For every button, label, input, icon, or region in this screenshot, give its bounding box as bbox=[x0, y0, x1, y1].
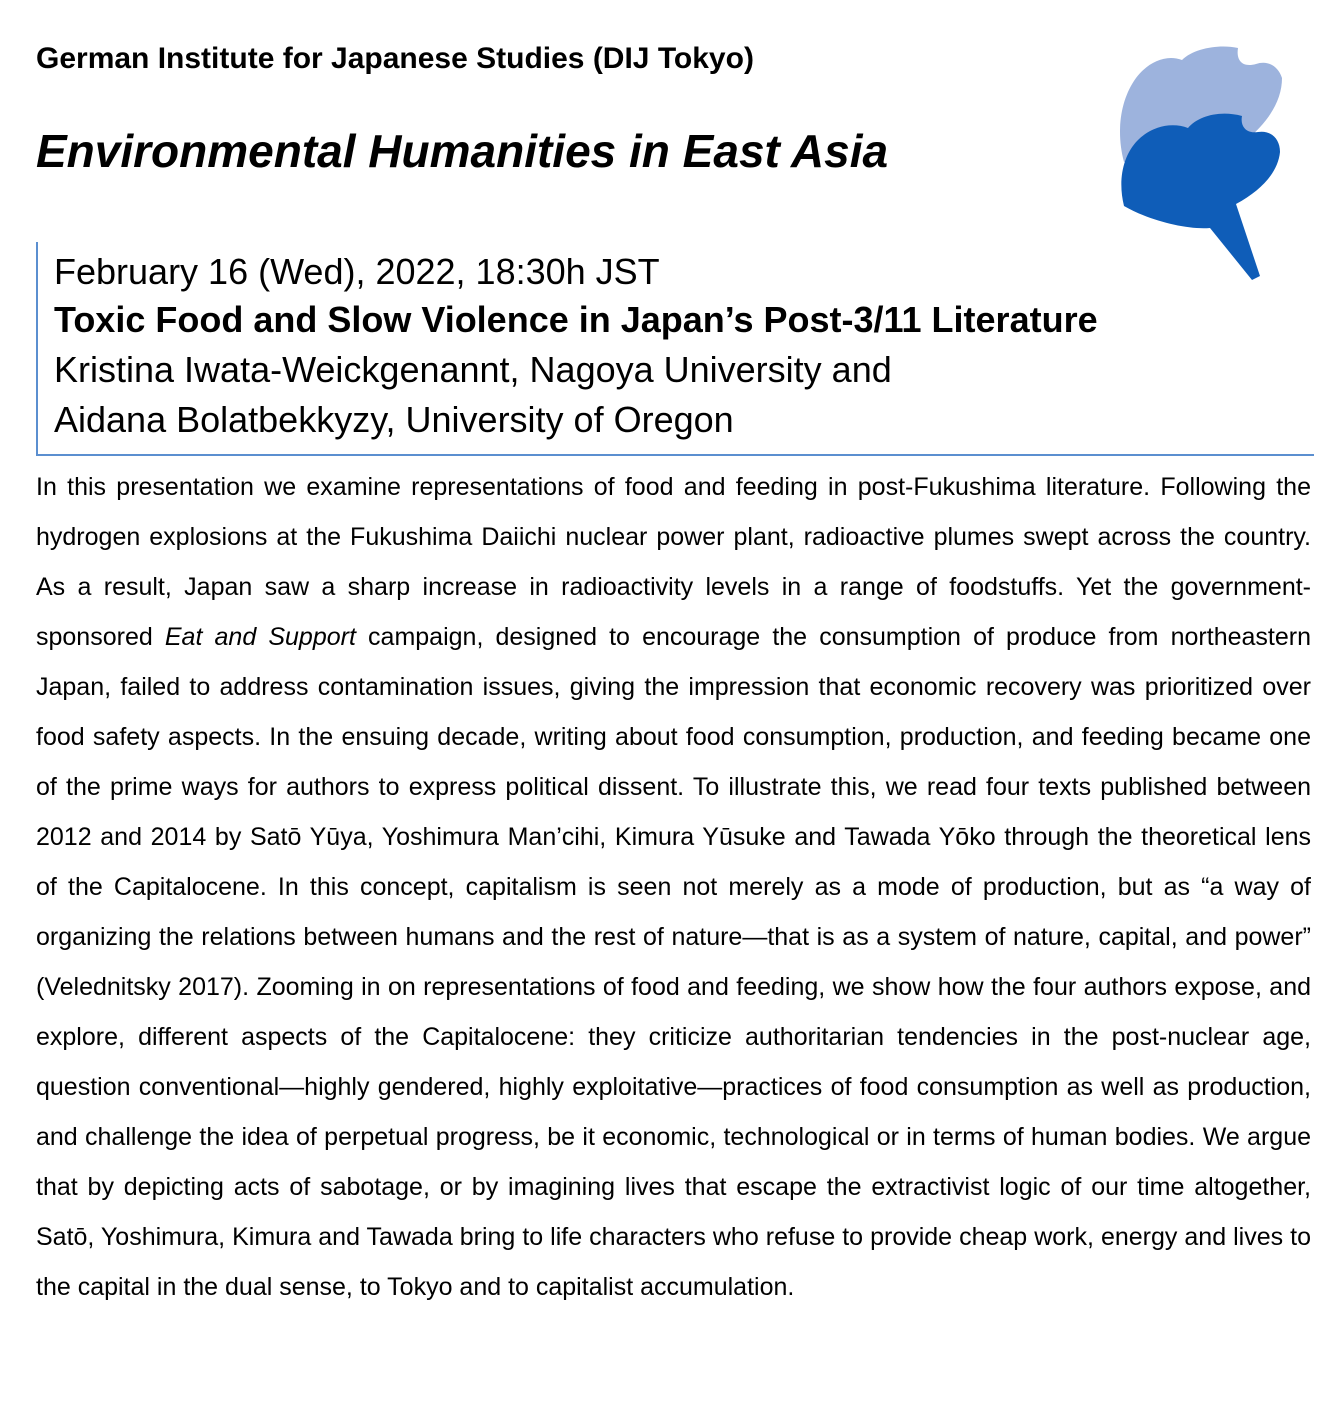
institute-name: German Institute for Japanese Studies (DIJ Tokyo) bbox=[36, 42, 754, 75]
campaign-name: Eat and Support bbox=[164, 623, 356, 651]
speaker-line-1: Kristina Iwata-Weickgenannt, Nagoya University and bbox=[54, 349, 892, 390]
event-date: February 16 (Wed), 2022, 18:30h JST bbox=[54, 251, 660, 292]
series-title: Environmental Humanities in East Asia bbox=[36, 125, 889, 177]
abstract-text-part-1: In this presentation we examine representations of food and feeding in post-Fukushima literature. Following the hydrogen explosions at the Fukushima Daiichi nuclear power plant, radioactive plumes swept across the country. As a result, Japan saw a sharp increase in radioactivity levels in a range of foodstuffs. Yet the government-sponsored bbox=[36, 473, 1311, 651]
abstract-paragraph bbox=[36, 462, 1311, 1312]
speaker-line-2: Aidana Bolatbekkyzy, University of Oregon bbox=[54, 399, 734, 440]
abstract-text-part-2: campaign, designed to encourage the consumption of produce from northeastern Japan, failed to address contamination issues, giving the impression that economic recovery was prioritized over food safety aspects. In the ensuing decade, writing about food consumption, production, and feeding became one of the prime ways for authors to express political dissent. To illustrate this, we read four texts published between 2012 and 2014 by Satō Yūya, Yoshimura Man’cihi, Kimura Yūsuke and Tawada Yōko through the theoretical lens of the Capitalocene. In this concept, capitalism is seen not merely as a mode of production, but as “a way of organizing the relations between humans and the rest of nature—that is as a system of nature, capital, and power” (Velednitsky 2017). Zooming in on representations of food and feeding, we show how the four authors expose, and explore, different aspects of the Capitalocene: they criticize authoritarian tendencies in the post-nuclear age, question conventional—highly gendered, highly exploitative—practices of food consumption as well as production, and challenge the idea of perpetual progress, be it economic, technological or in terms of human bodies. We argue that by depicting acts of sabotage, or by imagining lives that escape the extractivist logic of our time altogether, Satō, Yoshimura, Kimura and Tawada bring to life characters who refuse to provide cheap work, energy and lives to the capital in the dual sense, to Tokyo and to capitalist accumulation. bbox=[36, 623, 1311, 1301]
talk-title: Toxic Food and Slow Violence in Japan’s Post-3/11 Literature bbox=[54, 299, 1098, 340]
event-details-box bbox=[36, 242, 1314, 456]
